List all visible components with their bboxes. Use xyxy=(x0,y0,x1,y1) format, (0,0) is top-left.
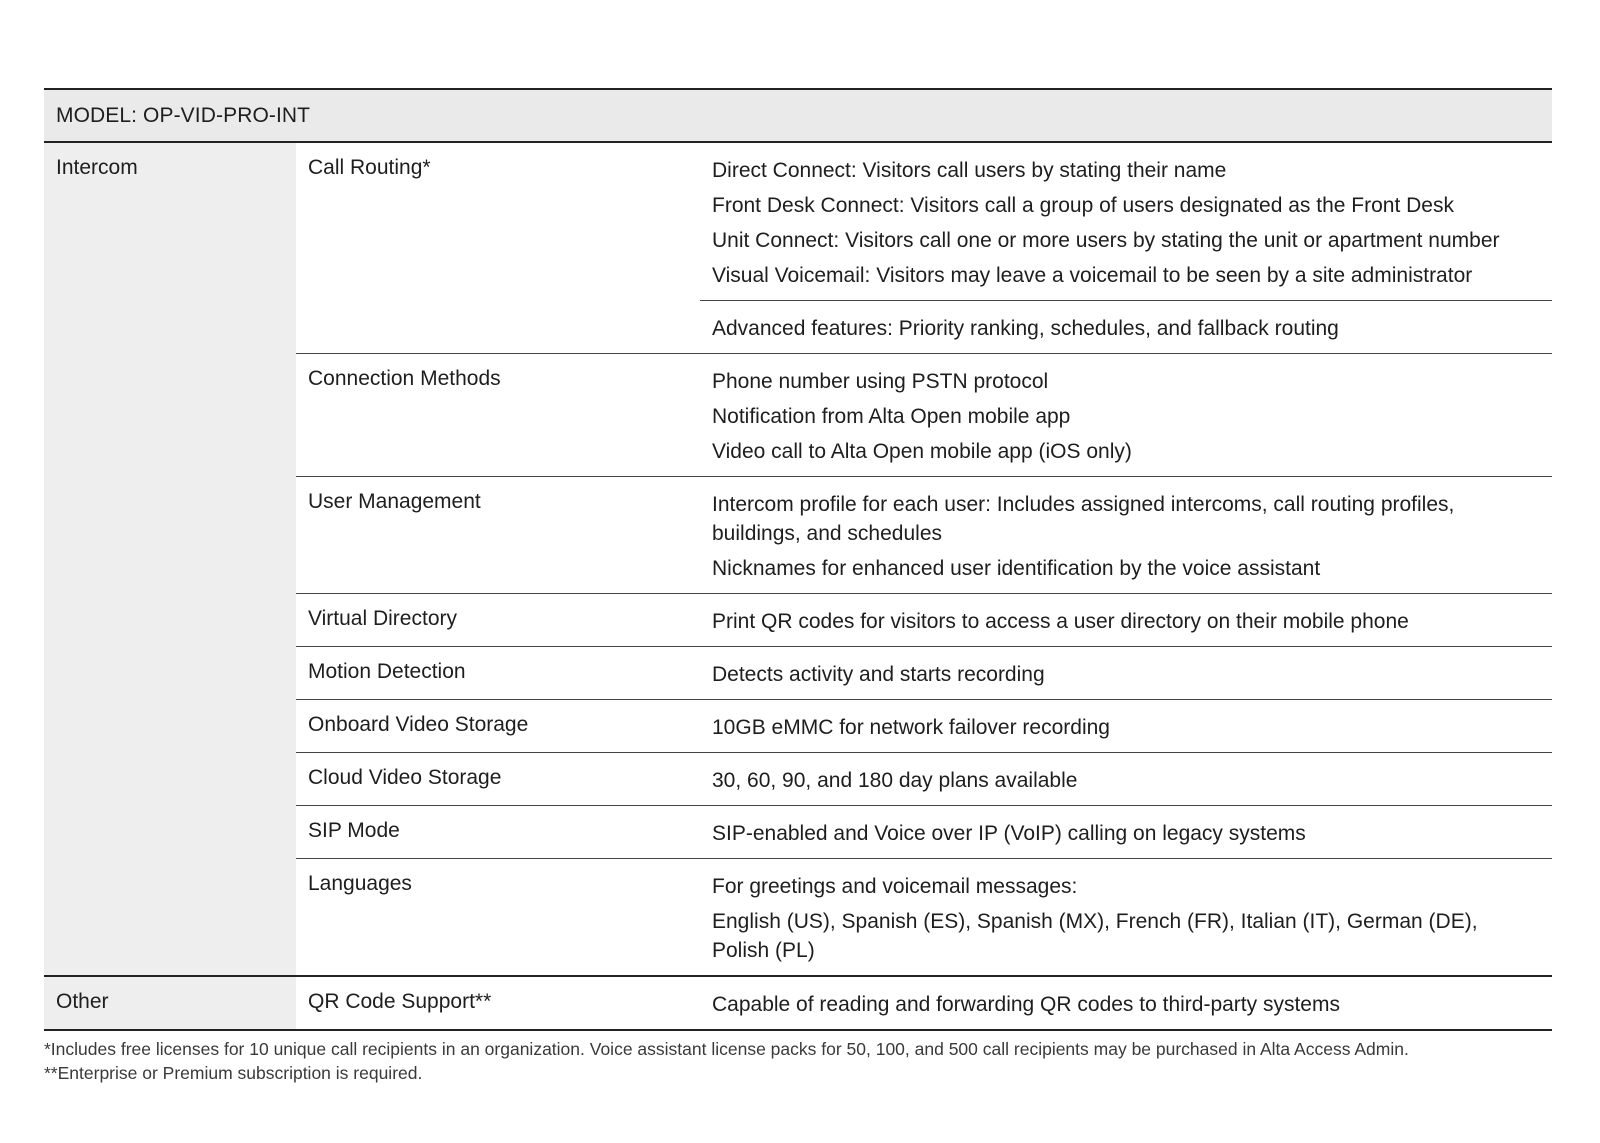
feature-description xyxy=(700,143,1552,353)
feature-row-onboard-video-storage xyxy=(296,699,1552,752)
description-block xyxy=(700,859,1552,975)
feature-row-languages xyxy=(296,858,1552,975)
category-cell xyxy=(44,977,296,1029)
footnote-1: *Includes free licenses for 10 unique call recipients in an organization. Voice assistant license packs for 50, 100, and 500 call recipients may be purchased in Alta Access Admin. xyxy=(44,1039,1409,1059)
model-header xyxy=(44,90,1552,143)
description-line: Intercom profile for each user: Includes assigned intercoms, call routing profiles, buildings, and schedules xyxy=(712,493,1455,545)
feature-row-connection-methods xyxy=(296,353,1552,476)
feature-name: Connection Methods xyxy=(308,367,501,390)
spec-table xyxy=(44,88,1552,1031)
description-block xyxy=(700,143,1552,300)
feature-name: Virtual Directory xyxy=(308,607,457,630)
footnote-2: **Enterprise or Premium subscription is required. xyxy=(44,1063,423,1083)
category-group-intercom xyxy=(44,143,1552,975)
feature-description xyxy=(700,354,1552,476)
description-line: 30, 60, 90, and 180 day plans available xyxy=(712,769,1078,792)
feature-name: QR Code Support** xyxy=(308,990,492,1013)
footnotes xyxy=(44,1037,1574,1085)
description-block xyxy=(700,477,1552,593)
description-line: Nicknames for enhanced user identification by the voice assistant xyxy=(712,557,1321,580)
feature-description xyxy=(700,700,1552,752)
feature-row-sip-mode xyxy=(296,805,1552,858)
feature-rows xyxy=(296,143,1552,975)
feature-row-virtual-directory xyxy=(296,593,1552,646)
feature-row-motion-detection xyxy=(296,646,1552,699)
description-line: Direct Connect: Visitors call users by stating their name xyxy=(712,159,1227,182)
feature-description xyxy=(700,806,1552,858)
feature-description xyxy=(700,977,1552,1029)
description-line: Notification from Alta Open mobile app xyxy=(712,405,1071,428)
feature-description xyxy=(700,859,1552,975)
feature-name: Cloud Video Storage xyxy=(308,766,502,789)
description-line: Visual Voicemail: Visitors may leave a voicemail to be seen by a site administrator xyxy=(712,264,1473,287)
description-line: SIP-enabled and Voice over IP (VoIP) calling on legacy systems xyxy=(712,822,1306,845)
feature-description xyxy=(700,477,1552,593)
description-block xyxy=(700,806,1552,858)
description-block xyxy=(700,753,1552,805)
description-block xyxy=(700,977,1552,1029)
description-line: Front Desk Connect: Visitors call a group of users designated as the Front Desk xyxy=(712,194,1454,217)
feature-name: Motion Detection xyxy=(308,660,466,683)
feature-description xyxy=(700,753,1552,805)
description-line: Detects activity and starts recording xyxy=(712,663,1045,686)
description-line: Capable of reading and forwarding QR codes to third-party systems xyxy=(712,993,1340,1016)
feature-row-call-routing xyxy=(296,143,1552,353)
description-line: Advanced features: Priority ranking, schedules, and fallback routing xyxy=(712,317,1339,340)
feature-row-qr-code-support xyxy=(296,977,1552,1029)
description-line: For greetings and voicemail messages: xyxy=(712,875,1078,898)
description-line: Unit Connect: Visitors call one or more users by stating the unit or apartment number xyxy=(712,229,1500,252)
feature-description xyxy=(700,594,1552,646)
description-block xyxy=(700,594,1552,646)
category-label: Other xyxy=(56,990,109,1013)
feature-row-cloud-video-storage xyxy=(296,752,1552,805)
description-line: Video call to Alta Open mobile app (iOS only) xyxy=(712,440,1132,463)
feature-rows xyxy=(296,977,1552,1029)
description-block xyxy=(700,647,1552,699)
description-line: English (US), Spanish (ES), Spanish (MX), French (FR), Italian (IT), German (DE), Polish (PL) xyxy=(712,910,1478,962)
feature-name: Languages xyxy=(308,872,412,895)
feature-row-user-management xyxy=(296,476,1552,593)
feature-name: User Management xyxy=(308,490,481,513)
feature-name: Call Routing* xyxy=(308,156,431,179)
category-label: Intercom xyxy=(56,156,138,179)
category-group-other xyxy=(44,975,1552,1029)
feature-description xyxy=(700,647,1552,699)
description-block xyxy=(700,700,1552,752)
spec-groups xyxy=(44,143,1552,1029)
category-cell xyxy=(44,143,296,975)
feature-name: Onboard Video Storage xyxy=(308,713,529,736)
description-line: 10GB eMMC for network failover recording xyxy=(712,716,1110,739)
feature-name: SIP Mode xyxy=(308,819,400,842)
model-label: MODEL: OP-VID-PRO-INT xyxy=(56,103,311,127)
description-line: Phone number using PSTN protocol xyxy=(712,370,1049,393)
description-line: Print QR codes for visitors to access a user directory on their mobile phone xyxy=(712,610,1409,633)
description-block xyxy=(700,354,1552,476)
description-block xyxy=(700,300,1552,353)
